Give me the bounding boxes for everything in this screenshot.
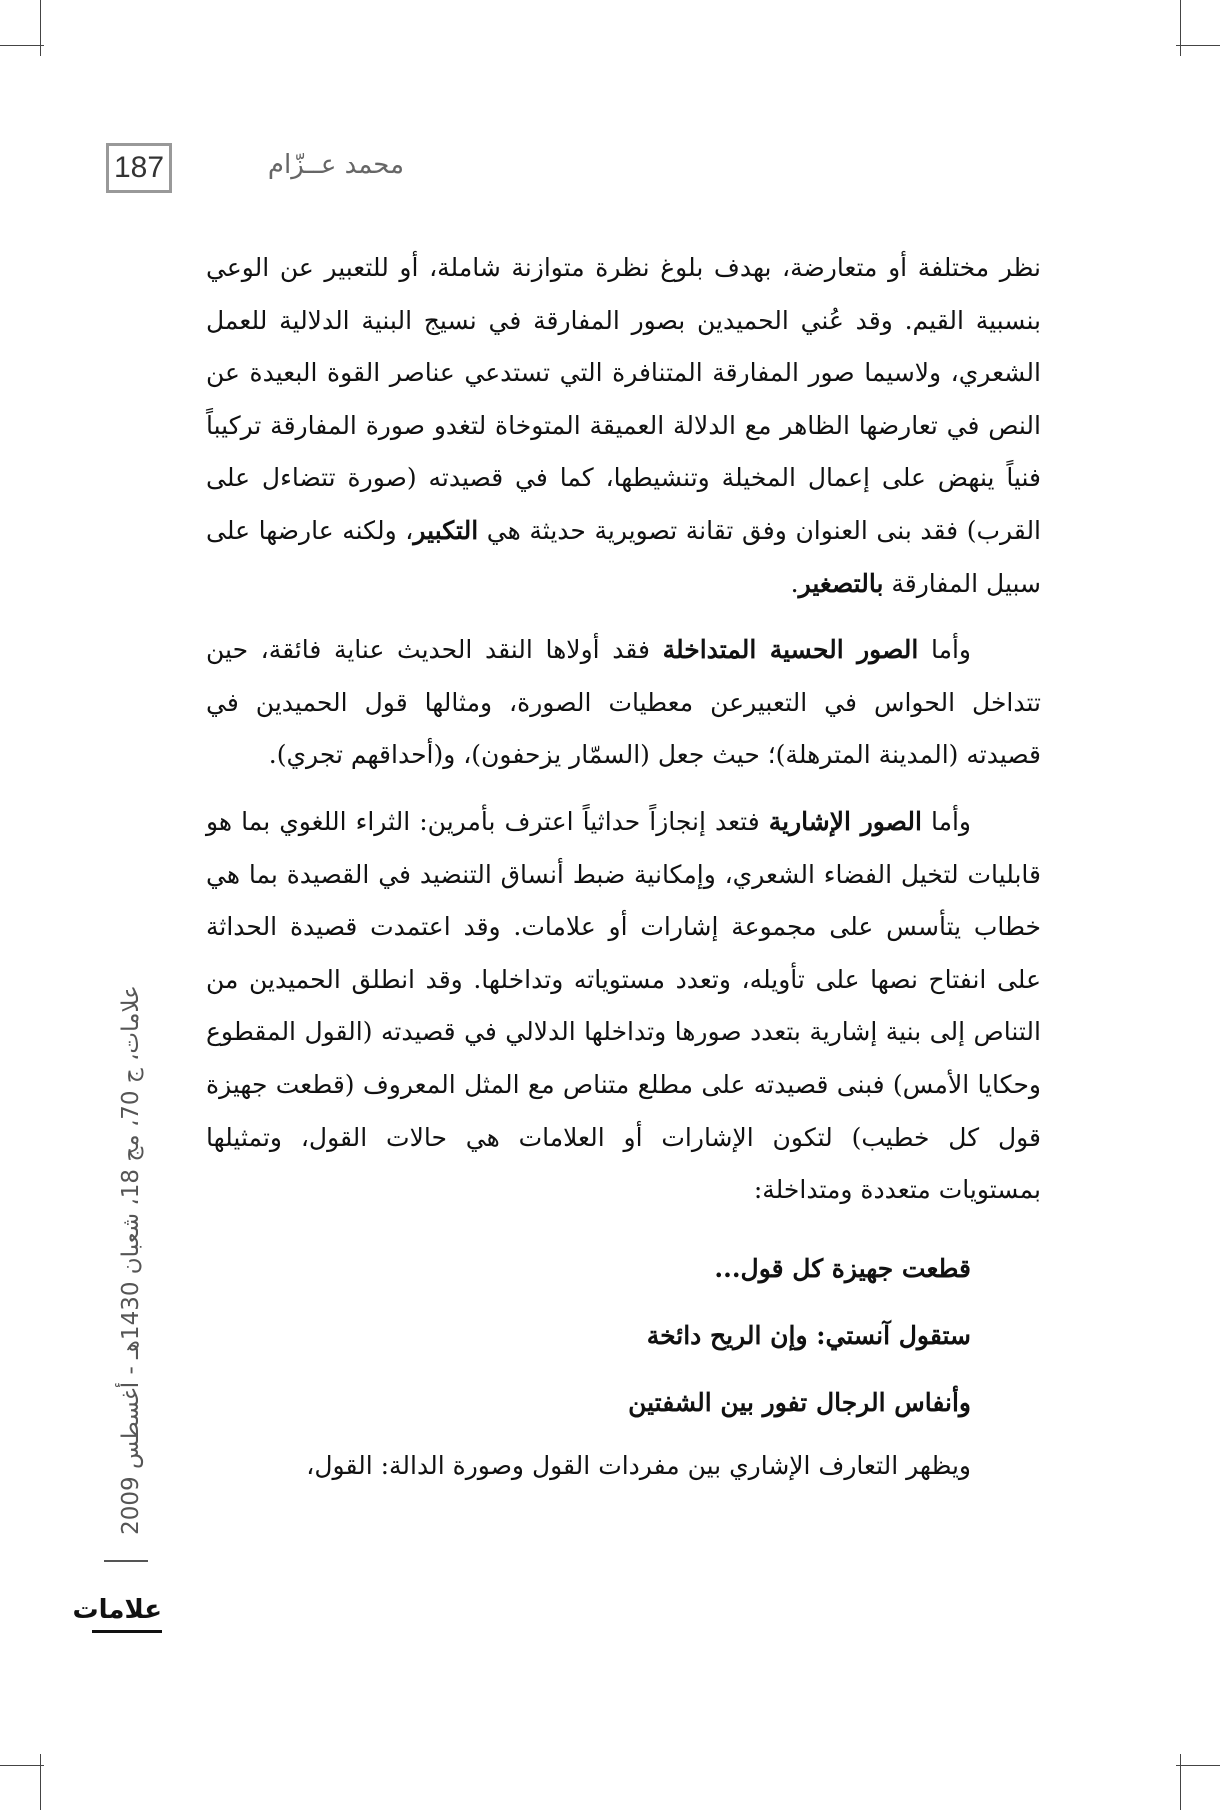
paragraph-text: وأما — [921, 806, 971, 836]
crop-mark — [1180, 1754, 1181, 1810]
crop-mark — [1180, 0, 1181, 56]
paragraph-text: فتعد إنجازاً حداثياً اعترف بأمرين: الثراء اللغوي بما هو قابليات لتخيل الفضاء الشعري، وإمكانية ضبط أنساق التنضيد في القصيدة بما هي خطاب يتأسس على مجموعة إشارات أو علامات. وقد اعتمدت قصيدة الحداثة على انفتاح نصها على تأويله، وتعدد مستوياته وتداخلها. وقد انطلق الحميدين من التناص إلى بنية إشارية بتعدد صورها وتداخلها الدلالي في قصيدته (القول المقطوع وحكايا الأمس) فبنى قصيدته على مطلع متناص مع المثل المعروف (قطعت جهيزة قول كل خطيب) لتكون الإشارات أو العلامات هي حالات القول، وتمثيلها بمستويات متعددة ومتداخلة: — [206, 806, 1041, 1205]
paragraph-text: . — [790, 568, 799, 598]
paragraph — [206, 242, 1041, 610]
verse-line: وأنفاس الرجال تفور بين الشفتين — [628, 1387, 971, 1417]
paragraph-text: فقد أولاها النقد الحديث عناية فائقة، حين تتداخل الحواس في التعبيرعن معطيات الصورة، ومثالها قول الحميدين في قصيدته (المدينة المترهلة)؛ حيث جعل (السمّار يزحفون)، و(أحداقهم تجري). — [206, 635, 1041, 770]
crop-mark — [40, 0, 41, 56]
crop-mark — [1176, 1765, 1220, 1766]
paragraph-text: وأما — [918, 635, 971, 665]
poem-verse — [206, 1235, 1041, 1436]
divider — [104, 1560, 148, 1562]
bold-term: بالتصغير — [798, 568, 884, 598]
bold-term: التكبير — [413, 515, 479, 545]
bold-term: الصور الحسية المتداخلة — [662, 635, 919, 665]
bold-term: الصور الإشارية — [768, 806, 922, 836]
paragraph — [206, 796, 1041, 1217]
paragraph — [206, 624, 1041, 782]
verse-line: ستقول آنستي: وإن الريح دائخة — [646, 1320, 971, 1350]
article-body — [206, 242, 1041, 1492]
verse-line: قطعت جهيزة كل قول... — [714, 1253, 971, 1283]
crop-mark — [0, 1765, 44, 1766]
running-header-author: محمد عــزّام — [267, 150, 404, 180]
journal-logo: علامات — [92, 1592, 162, 1633]
paragraph: ويظهر التعارف الإشاري بين مفردات القول وصورة الدالة: القول، — [306, 1450, 971, 1480]
crop-mark — [40, 1754, 41, 1810]
journal-issue-info: علامات، ج 70، مج 18، شعبان 1430هـ - أغسطس 2009 — [118, 985, 144, 1535]
paragraph-text: ، ولكنه عارضها على سبيل المفارقة — [206, 515, 1041, 598]
journal-sidebar — [102, 955, 152, 1565]
page-number: 187 — [106, 143, 172, 193]
crop-mark — [0, 45, 44, 46]
paragraph-text: نظر مختلفة أو متعارضة، بهدف بلوغ نظرة متوازنة شاملة، أو للتعبير عن الوعي بنسبية القيم. وقد عُني الحميدين بصور المفارقة في نسيج البنية الدلالية للعمل الشعري، ولاسيما صور المفارقة المتنافرة التي تستدعي عناصر القوة البعيدة عن النص في تعارضها الظاهر مع الدلالة العميقة المتوخاة لتغدو صورة المفارقة تركيباً فنياً ينهض على إعمال المخيلة وتنشيطها، كما في قصيدته (صورة تتضاءل على القرب) فقد بنى العنوان وفق تقانة تصويرية حديثة هي — [206, 253, 1042, 545]
crop-mark — [1176, 45, 1220, 46]
